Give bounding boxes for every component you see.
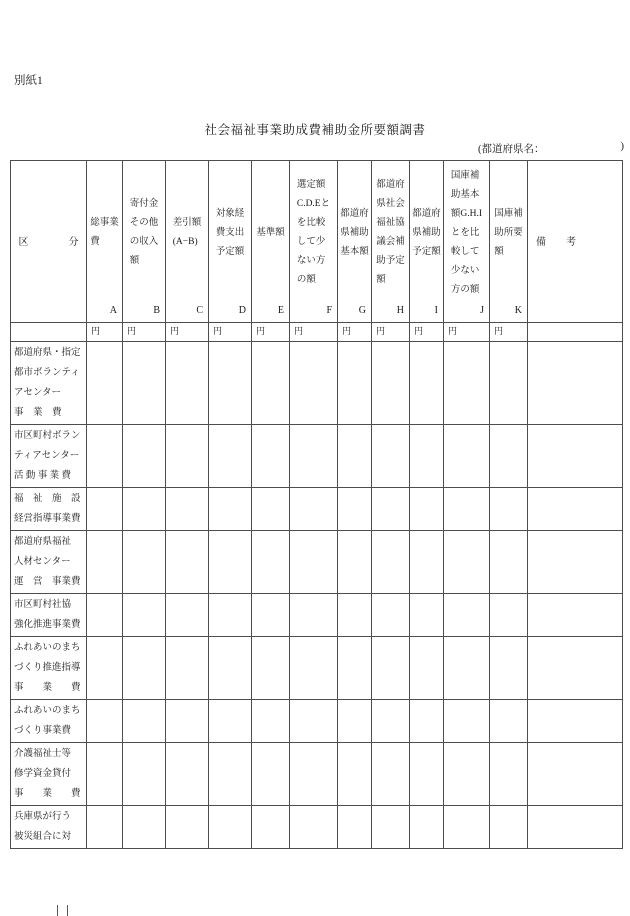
- empty-cell: [338, 342, 372, 425]
- unit-cell: 円: [166, 323, 209, 342]
- empty-cell: [252, 743, 290, 806]
- empty-cell: [123, 806, 166, 849]
- unit-cell: 円: [372, 323, 410, 342]
- row-label: 都道府県福祉 人材センター 運 営 事業費: [11, 531, 87, 594]
- column-header-text: 国庫補 助基本 額G.H.I とを比 較して 少ない 方の額: [450, 170, 483, 295]
- empty-cell: [123, 594, 166, 637]
- empty-cell: [372, 531, 410, 594]
- empty-cell: [209, 700, 252, 743]
- empty-cell: [290, 488, 338, 531]
- empty-cell: [528, 806, 623, 849]
- empty-cell: [338, 700, 372, 743]
- empty-cell: [490, 342, 528, 425]
- table-row: [11, 488, 623, 531]
- empty-cell: [209, 425, 252, 488]
- empty-cell: [11, 323, 87, 342]
- table-row: [11, 806, 623, 849]
- column-header-h: [372, 161, 410, 323]
- scan-artifact-bottom: [57, 905, 68, 916]
- empty-cell: [87, 637, 123, 700]
- row-label: 福 祉 施 設 経営指導事業費: [11, 488, 87, 531]
- empty-cell: [410, 637, 444, 700]
- unit-cell: 円: [410, 323, 444, 342]
- table-row: [11, 743, 623, 806]
- header-row: [11, 161, 623, 323]
- empty-cell: [87, 806, 123, 849]
- column-letter: A: [109, 305, 117, 316]
- empty-cell: [338, 425, 372, 488]
- empty-cell: [490, 531, 528, 594]
- empty-cell: [490, 743, 528, 806]
- empty-cell: [252, 594, 290, 637]
- empty-cell: [290, 594, 338, 637]
- empty-cell: [252, 806, 290, 849]
- empty-cell: [490, 425, 528, 488]
- empty-cell: [372, 743, 410, 806]
- empty-cell: [528, 531, 623, 594]
- column-letter: B: [153, 305, 160, 316]
- empty-cell: [166, 531, 209, 594]
- column-header-g: [338, 161, 372, 323]
- empty-cell: [166, 488, 209, 531]
- empty-cell: [87, 531, 123, 594]
- empty-cell: [372, 425, 410, 488]
- empty-cell: [252, 488, 290, 531]
- empty-cell: [528, 342, 623, 425]
- empty-cell: [209, 488, 252, 531]
- column-header-text: 都道府 県補助 基本額: [340, 208, 369, 257]
- empty-cell: [290, 743, 338, 806]
- empty-cell: [166, 425, 209, 488]
- prefecture-name-field: [478, 141, 624, 156]
- empty-cell: [166, 700, 209, 743]
- empty-cell: [372, 806, 410, 849]
- column-letter: G: [358, 305, 366, 316]
- empty-cell: [490, 700, 528, 743]
- empty-cell: [372, 637, 410, 700]
- column-header-k: [490, 161, 528, 323]
- column-header-e: [252, 161, 290, 323]
- column-header-text: 対象経 費支出 予定額: [215, 208, 245, 257]
- empty-cell: [444, 743, 490, 806]
- empty-cell: [209, 531, 252, 594]
- column-header-text: 国庫補 助所要 額: [494, 208, 523, 257]
- empty-cell: [290, 637, 338, 700]
- column-header-text: 基準額: [256, 227, 285, 238]
- empty-cell: [338, 637, 372, 700]
- column-letter: H: [396, 305, 404, 316]
- empty-cell: [290, 342, 338, 425]
- empty-cell: [209, 743, 252, 806]
- unit-cell: 円: [290, 323, 338, 342]
- empty-cell: [410, 700, 444, 743]
- column-letter: J: [480, 305, 484, 316]
- table-row: [11, 700, 623, 743]
- empty-cell: [372, 488, 410, 531]
- empty-cell: [209, 806, 252, 849]
- empty-cell: [87, 342, 123, 425]
- empty-cell: [338, 806, 372, 849]
- empty-cell: [166, 806, 209, 849]
- column-header-text: 都道府 県補助 予定額: [412, 208, 441, 257]
- empty-cell: [410, 342, 444, 425]
- column-header-j: [444, 161, 490, 323]
- empty-cell: [87, 743, 123, 806]
- table-row: [11, 637, 623, 700]
- table-row: [11, 425, 623, 488]
- remarks-header-cell: [528, 161, 623, 323]
- column-header-b: [123, 161, 166, 323]
- empty-cell: [444, 488, 490, 531]
- empty-cell: [444, 700, 490, 743]
- column-header-c: [166, 161, 209, 323]
- table-row: [11, 531, 623, 594]
- empty-cell: [528, 323, 623, 342]
- empty-cell: [444, 342, 490, 425]
- empty-cell: [444, 806, 490, 849]
- empty-cell: [410, 806, 444, 849]
- row-label: ふれあいのまち づくり推進指導 事 業 費: [11, 637, 87, 700]
- empty-cell: [528, 594, 623, 637]
- empty-cell: [166, 637, 209, 700]
- empty-cell: [490, 637, 528, 700]
- empty-cell: [444, 425, 490, 488]
- empty-cell: [290, 806, 338, 849]
- row-label: 兵庫県が行う 被災組合に対: [11, 806, 87, 849]
- empty-cell: [410, 425, 444, 488]
- empty-cell: [123, 342, 166, 425]
- empty-cell: [444, 594, 490, 637]
- unit-row: [11, 323, 623, 342]
- empty-cell: [528, 425, 623, 488]
- unit-cell: 円: [123, 323, 166, 342]
- column-letter: K: [514, 305, 522, 316]
- empty-cell: [338, 743, 372, 806]
- empty-cell: [252, 531, 290, 594]
- column-letter: D: [238, 305, 246, 316]
- empty-cell: [123, 488, 166, 531]
- category-header: 区 分: [18, 236, 79, 248]
- empty-cell: [490, 488, 528, 531]
- empty-cell: [410, 594, 444, 637]
- empty-cell: [166, 342, 209, 425]
- column-header-i: [410, 161, 444, 323]
- unit-cell: 円: [87, 323, 123, 342]
- empty-cell: [372, 342, 410, 425]
- empty-cell: [87, 488, 123, 531]
- empty-cell: [209, 342, 252, 425]
- empty-cell: [372, 700, 410, 743]
- row-label: 介護福祉士等 修学資金貸付 事 業 費: [11, 743, 87, 806]
- table-row: [11, 594, 623, 637]
- empty-cell: [410, 488, 444, 531]
- unit-cell: 円: [252, 323, 290, 342]
- column-header-text: 都道府 県社会 福祉協 議会補 助予定 額: [376, 180, 405, 285]
- empty-cell: [123, 743, 166, 806]
- empty-cell: [123, 531, 166, 594]
- column-header-text: 選定額 C.D.Eと を比較 して少 ない方 の額: [296, 180, 331, 285]
- column-header-a: [87, 161, 123, 323]
- page-title: 社会福祉事業助成費補助金所要額調書: [204, 123, 426, 137]
- row-label: ふれあいのまち づくり事業費: [11, 700, 87, 743]
- empty-cell: [338, 531, 372, 594]
- unit-cell: 円: [209, 323, 252, 342]
- category-header-cell: [11, 161, 87, 323]
- row-label: 市区町村社協 強化推進事業費: [11, 594, 87, 637]
- empty-cell: [166, 743, 209, 806]
- unit-cell: 円: [444, 323, 490, 342]
- row-label: 市区町村ボラン ティアセンター 活 動 事 業 費: [11, 425, 87, 488]
- prefecture-field-open: (都道府県名：: [478, 144, 545, 155]
- empty-cell: [123, 700, 166, 743]
- column-header-text: 寄付金 その他 の収入 額: [129, 199, 159, 266]
- empty-cell: [410, 531, 444, 594]
- empty-cell: [444, 637, 490, 700]
- empty-cell: [87, 700, 123, 743]
- empty-cell: [209, 594, 252, 637]
- empty-cell: [87, 594, 123, 637]
- empty-cell: [252, 700, 290, 743]
- empty-cell: [490, 806, 528, 849]
- empty-cell: [290, 425, 338, 488]
- empty-cell: [410, 743, 444, 806]
- empty-cell: [444, 531, 490, 594]
- empty-cell: [490, 594, 528, 637]
- empty-cell: [252, 342, 290, 425]
- column-header-text: 差引額 (A−B): [172, 218, 202, 247]
- unit-cell: 円: [338, 323, 372, 342]
- column-letter: I: [434, 305, 438, 316]
- empty-cell: [338, 488, 372, 531]
- row-label: 都道府県・指定 都市ボランティ アセンター 事 業 費: [11, 342, 87, 425]
- prefecture-field-close: ): [620, 141, 624, 152]
- empty-cell: [123, 425, 166, 488]
- empty-cell: [290, 531, 338, 594]
- empty-cell: [166, 594, 209, 637]
- column-letter: F: [326, 305, 332, 316]
- empty-cell: [528, 488, 623, 531]
- column-header-d: [209, 161, 252, 323]
- empty-cell: [123, 637, 166, 700]
- empty-cell: [338, 594, 372, 637]
- column-letter: C: [196, 305, 203, 316]
- column-header-text: 総事業 費: [90, 218, 119, 247]
- column-header-f: [290, 161, 338, 323]
- empty-cell: [528, 700, 623, 743]
- table-row: [11, 342, 623, 425]
- empty-cell: [87, 425, 123, 488]
- attachment-label: 別紙1: [14, 75, 43, 87]
- column-letter: E: [277, 305, 284, 316]
- unit-cell: 円: [490, 323, 528, 342]
- empty-cell: [372, 594, 410, 637]
- empty-cell: [252, 637, 290, 700]
- empty-cell: [528, 637, 623, 700]
- empty-cell: [209, 637, 252, 700]
- empty-cell: [528, 743, 623, 806]
- empty-cell: [252, 425, 290, 488]
- empty-cell: [290, 700, 338, 743]
- subsidy-amount-table: [10, 160, 623, 849]
- remarks-header: 備 考: [536, 236, 576, 248]
